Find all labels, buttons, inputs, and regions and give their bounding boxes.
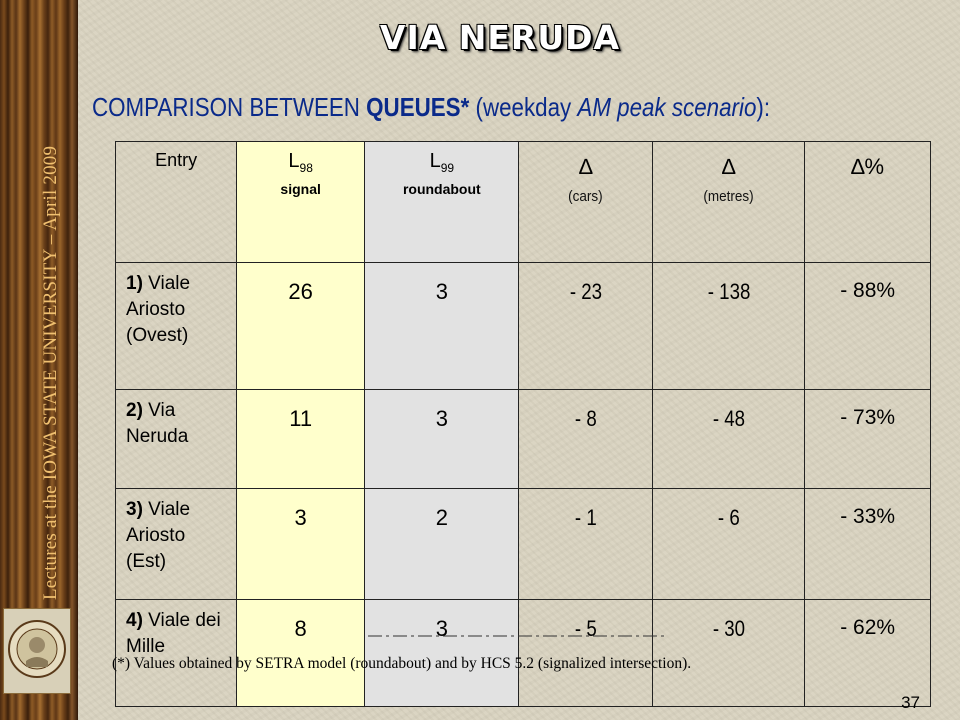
delta-cars-unit: (cars) [568,188,604,205]
table-header-row [116,142,931,263]
subtitle-bold: QUEUES* [366,92,470,122]
l99-value: 3 [365,390,519,489]
subtitle-italic: AM peak scenario [577,92,757,122]
header-entry: Entry [116,142,237,263]
delta-cars-text: - 23 [569,279,602,304]
table-row [116,600,931,707]
delta-percent-value: - 62% [805,600,931,707]
entry-number: 3) [126,499,143,520]
delta-cars-value [519,600,653,707]
delta-metres-text: - 48 [712,406,745,431]
entry-number: 4) [126,610,143,631]
l98-value: 11 [237,390,365,489]
table-row [116,489,931,600]
l99-value: 3 [365,263,519,390]
l98-symbol: L [288,150,300,172]
page-number: 37 [901,693,920,712]
l99-subscript: 99 [440,161,455,175]
delta-percent-value: - 33% [805,489,931,600]
l99-value: 3 [365,600,519,707]
header-delta-percent [805,142,931,263]
entry-label: Via Neruda [126,400,189,447]
delta-cars-value [519,263,653,390]
delta-metres-value [653,600,805,707]
delta-symbol: ∆ [721,154,736,179]
delta-cars-value [519,489,653,600]
delta-metres-text: - 30 [712,616,745,641]
entry-number: 1) [126,273,143,294]
delta-metres-unit: (metres) [703,188,754,205]
entry-number: 2) [126,400,143,421]
slide-subtitle [92,92,770,123]
delta-cars-value [519,390,653,489]
delta-cars-text: - 8 [574,406,597,431]
delta-metres-value [653,489,805,600]
entry-name [116,263,237,390]
table-row [116,390,931,489]
header-delta-cars [519,142,653,263]
slide-title: VIA NERUDA [379,18,621,57]
l99-label: roundabout [402,181,481,197]
sidebar-vertical-text: Lectures at the IOWA STATE UNIVERSITY – April 2009 [40,145,61,600]
entry-label: Viale dei Mille [126,610,221,657]
l98-label: signal [280,181,321,197]
entry-label: Viale Ariosto (Est) [126,499,191,572]
l99-symbol: L [429,150,441,172]
footnote: (*) Values obtained by SETRA model (roundabout) and by HCS 5.2 (signalized intersection). [112,655,692,672]
delta-cars-text: - 5 [574,616,597,641]
queue-comparison-table [115,141,931,707]
delta-cars-text: - 1 [574,505,597,530]
l98-value: 26 [237,263,365,390]
delta-percent-value: - 73% [805,390,931,489]
decorative-divider [368,631,668,641]
delta-symbol: ∆ [579,154,593,179]
l98-value: 8 [237,600,365,707]
delta-metres-text: - 6 [717,505,740,530]
header-l99 [365,142,519,263]
l98-subscript: 98 [299,161,313,175]
university-seal-logo [3,608,71,694]
delta-metres-text: - 138 [707,279,751,304]
delta-metres-value [653,390,805,489]
l99-value: 2 [365,489,519,600]
header-delta-metres [653,142,805,263]
entry-name [116,390,237,489]
header-l98 [237,142,365,263]
entry-name [116,489,237,600]
delta-percent-value: - 88% [805,263,931,390]
entry-name [116,600,237,707]
delta-metres-value [653,263,805,390]
subtitle-middle: (weekday [469,92,578,122]
l98-value: 3 [237,489,365,600]
delta-percent-label: ∆% [851,154,885,179]
subtitle-prefix: COMPARISON BETWEEN [92,92,367,122]
table-row [116,263,931,390]
entry-label: Viale Ariosto (Ovest) [126,273,191,346]
subtitle-suffix: ): [756,92,771,122]
